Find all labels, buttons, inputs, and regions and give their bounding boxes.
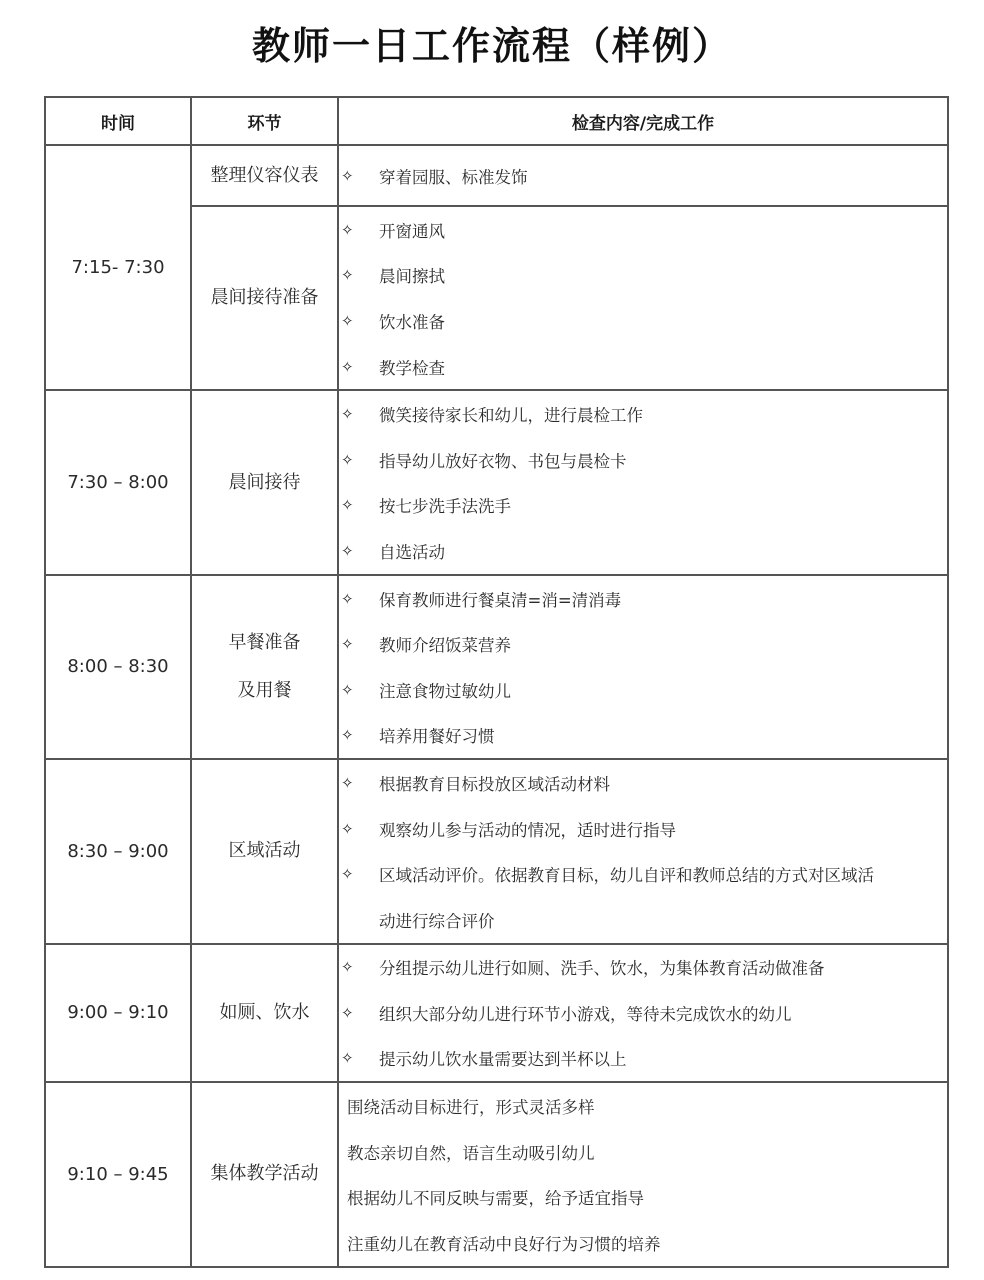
time-cell (45, 759, 191, 943)
time-range: 8:30 – 9:00 (67, 840, 169, 862)
time-cell (45, 145, 191, 390)
time-range: 8:00 – 8:30 (67, 656, 169, 678)
table-row (45, 1082, 948, 1266)
item-text: 教态亲切自然，语言生动吸引幼儿 (347, 1143, 595, 1163)
star-bullet-icon: ✧ (341, 773, 354, 792)
header-time: 时间 (45, 97, 191, 145)
star-bullet-icon: ✧ (341, 311, 354, 330)
list-item (339, 713, 947, 759)
time-range: 7:30 – 8:00 (67, 472, 169, 494)
time-cell (45, 575, 191, 759)
item-text: 注重幼儿在教育活动中良好行为习惯的培养 (347, 1234, 661, 1254)
list-item (339, 990, 947, 1036)
stage-cell (191, 390, 338, 574)
content-cell (338, 145, 948, 206)
content-cell (338, 944, 948, 1083)
star-bullet-icon: ✧ (341, 1003, 354, 1022)
star-bullet-icon: ✧ (341, 589, 354, 608)
item-text: 根据幼儿不同反映与需要，给予适宜指导 (347, 1189, 644, 1209)
stage-name: 晨间接待 (228, 471, 301, 493)
time-range: 7:15- 7:30 (71, 257, 165, 279)
stage-cell (191, 206, 338, 390)
item-text: 根据教育目标投放区域活动材料 (379, 774, 610, 794)
table-row (45, 145, 948, 206)
item-text: 饮水准备 (379, 312, 445, 332)
stage-name: 集体教学活动 (210, 1163, 319, 1185)
time-range: 9:00 – 9:10 (67, 1002, 169, 1024)
list-item (339, 667, 947, 713)
table-header-row (45, 97, 948, 145)
header-stage: 环节 (191, 97, 338, 145)
star-bullet-icon: ✧ (341, 1049, 354, 1068)
item-text: 动进行综合评价 (379, 911, 495, 931)
list-item (339, 806, 947, 852)
item-text: 自选活动 (379, 542, 445, 562)
item-text: 穿着园服、标准发饰 (379, 167, 528, 187)
item-text: 微笑接待家长和幼儿，进行晨检工作 (379, 406, 643, 426)
stage-name: 区域活动 (228, 840, 301, 862)
item-text: 提示幼儿饮水量需要达到半杯以上 (379, 1050, 627, 1070)
content-cell (338, 206, 948, 390)
stage-cell (191, 145, 338, 206)
item-text: 晨间擦拭 (379, 267, 445, 287)
table-row (45, 759, 948, 943)
star-bullet-icon: ✧ (341, 635, 354, 654)
stage-name: 整理仪容仪表 (210, 164, 319, 186)
star-bullet-icon: ✧ (341, 266, 354, 285)
star-bullet-icon: ✧ (341, 166, 354, 185)
list-item (339, 576, 947, 622)
list-item (339, 945, 947, 991)
stage-name: 晨间接待准备 (210, 287, 319, 309)
list-item (339, 344, 947, 390)
star-bullet-icon: ✧ (341, 220, 354, 239)
item-text: 区域活动评价。依据教育目标，幼儿自评和教师总结的方式对区域活 (379, 866, 874, 886)
stage-cell (191, 1082, 338, 1266)
star-bullet-icon: ✧ (341, 680, 354, 699)
time-cell (45, 944, 191, 1083)
item-text: 教学检查 (379, 358, 445, 378)
star-bullet-icon: ✧ (341, 357, 354, 376)
table-row (45, 944, 948, 1083)
star-bullet-icon: ✧ (341, 958, 354, 977)
list-item (339, 760, 947, 806)
list-item (339, 253, 947, 299)
stage-name-line-1: 早餐准备 (228, 631, 301, 653)
item-text: 观察幼儿参与活动的情况，适时进行指导 (379, 820, 676, 840)
list-item (339, 528, 947, 574)
star-bullet-icon: ✧ (341, 450, 354, 469)
item-text: 开窗通风 (379, 221, 445, 241)
star-bullet-icon: ✧ (341, 865, 354, 884)
list-item (339, 298, 947, 344)
list-item (339, 391, 947, 437)
stage-cell (191, 759, 338, 943)
list-item (347, 1220, 947, 1266)
time-range: 9:10 – 9:45 (67, 1163, 169, 1185)
time-cell (45, 390, 191, 574)
workflow-table (44, 96, 949, 1268)
item-text: 注意食物过敏幼儿 (379, 681, 511, 701)
content-cell (338, 1082, 948, 1266)
time-cell (45, 1082, 191, 1266)
list-item (347, 1129, 947, 1175)
stage-name: 如厕、饮水 (219, 1001, 310, 1023)
item-text: 培养用餐好习惯 (379, 727, 495, 747)
table-row (45, 575, 948, 759)
list-item-continuation (339, 897, 947, 943)
list-item (339, 483, 947, 529)
table-row (45, 390, 948, 574)
star-bullet-icon: ✧ (341, 726, 354, 745)
item-text: 组织大部分幼儿进行环节小游戏，等待未完成饮水的幼儿 (379, 1004, 792, 1024)
list-item (339, 1036, 947, 1082)
list-item (347, 1174, 947, 1220)
item-text: 教师介绍饭菜营养 (379, 636, 511, 656)
star-bullet-icon: ✧ (341, 496, 354, 515)
item-text: 指导幼儿放好衣物、书包与晨检卡 (379, 451, 627, 471)
item-text: 分组提示幼儿进行如厕、洗手、饮水，为集体教育活动做准备 (379, 959, 825, 979)
list-item (339, 154, 947, 198)
list-item (339, 207, 947, 253)
list-item (339, 437, 947, 483)
item-text: 保育教师进行餐桌清=消=清消毒 (379, 590, 622, 610)
list-item (339, 851, 947, 897)
item-text: 按七步洗手法洗手 (379, 497, 511, 517)
star-bullet-icon: ✧ (341, 405, 354, 424)
star-bullet-icon: ✧ (341, 541, 354, 560)
content-cell (338, 575, 948, 759)
stage-cell (191, 944, 338, 1083)
page-title: 教师一日工作流程（样例） (251, 24, 732, 68)
list-item (347, 1083, 947, 1129)
star-bullet-icon: ✧ (341, 819, 354, 838)
list-item (339, 621, 947, 667)
item-text: 围绕活动目标进行，形式灵活多样 (347, 1098, 595, 1118)
content-cell (338, 390, 948, 574)
stage-cell (191, 575, 338, 759)
header-content: 检查内容/完成工作 (338, 97, 948, 145)
stage-name-line-2: 及用餐 (237, 679, 292, 701)
content-cell (338, 759, 948, 943)
